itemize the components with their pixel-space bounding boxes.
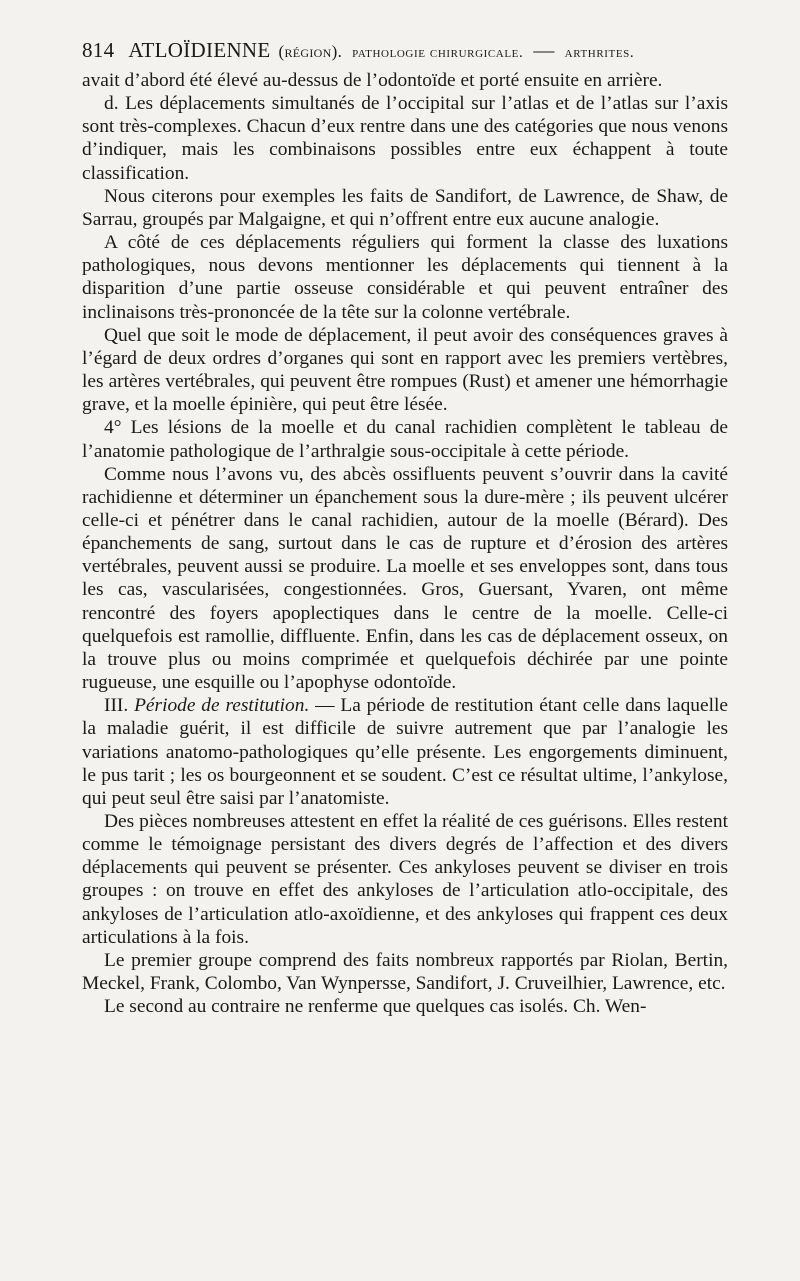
running-title: ATLOÏDIENNE bbox=[128, 38, 271, 62]
section-number: III. bbox=[104, 695, 129, 717]
running-region: (région). bbox=[278, 42, 343, 61]
section-text: — La période de restitution étant celle dans laquelle la maladie guérit, il est difficile de suivre autrement que par l’analogie les variations anatomo-pathologiques qu’elle présente. Les engorgements diminuent, le pus tarit ; les os bourgeonnent et se soudent. C’est ce résultat ultime, l’ankylose, qui peut seul être saisi par l’anatomiste. bbox=[82, 695, 728, 809]
paragraph: Nous citerons pour exemples les faits de Sandifort, de Lawrence, de Shaw, de Sarrau, groupés par Malgaigne, et qui n’offrent entre eux aucune analogie. bbox=[82, 185, 728, 230]
paragraph: Quel que soit le mode de déplacement, il peut avoir des conséquences graves à l’égard de deux ordres d’organes qui sont en rapport avec les premiers vertèbres, les artères vertébrales, qui peuvent être rompues (Rust) et amener une hémorrhagie grave, et la moelle épinière, qui peut être lésée. bbox=[82, 324, 728, 416]
running-section: pathologie chirurgicale. bbox=[352, 45, 524, 61]
paragraph: Le second au contraire ne renferme que quelques cas isolés. Ch. Wen- bbox=[104, 996, 647, 1018]
running-subsection: arthrites. bbox=[564, 45, 635, 61]
paragraph: A côté de ces déplacements réguliers qui forment la classe des luxations pathologiques, nous devons mentionner les déplacements qui tiennent à la disparition d’une partie osseuse considérable et qui peuvent entraîner des inclinaisons très-prononcée de la tête sur la colonne vertébrale. bbox=[82, 232, 728, 323]
paragraph: d. Les déplacements simultanés de l’occipital sur l’atlas et de l’atlas sur l’axis sont très-complexes. Chacun d’eux rentre dans une des catégories que nous venons d’indiquer, mais les combinaisons possibles entre eux échappent à toute classification. bbox=[82, 93, 728, 184]
paragraph: Le premier groupe comprend des faits nombreux rapportés par Riolan, Bertin, Meckel, Frank, Colombo, Van Wynpersse, Sandifort, J. Cruveilhier, Lawrence, etc. bbox=[82, 949, 728, 995]
running-dash: — bbox=[533, 38, 555, 62]
paragraph: Des pièces nombreuses attestent en effet la réalité de ces guérisons. Elles restent comme le témoignage persistant des divers degrés de l’affection et des divers déplacements qui peuvent se présenter. Ces ankyloses peuvent se diviser en trois groupes : on trouve en effet des ankyloses de l’articulation atlo-occipitale, des ankyloses de l’articulation atlo-axoïdienne, et des ankyloses qui frappent ces deux articulations à la fois. bbox=[82, 811, 728, 948]
paragraph: avait d’abord été élevé au-dessus de l’odontoïde et porté ensuite en arrière. bbox=[82, 70, 663, 91]
section-paragraph bbox=[82, 694, 728, 810]
running-head bbox=[82, 38, 728, 63]
paragraph: 4° Les lésions de la moelle et du canal rachidien complètent le tableau de l’anatomie pathologique de l’arthralgie sous-occipitale à cette période. bbox=[82, 417, 728, 462]
page-number: 814 bbox=[82, 38, 115, 62]
section-heading: Période de restitution. bbox=[134, 695, 310, 717]
body-text bbox=[82, 69, 728, 1018]
paragraph: Comme nous l’avons vu, des abcès ossifluents peuvent s’ouvrir dans la cavité rachidienne et déterminer un épanchement sous la dure-mère ; ils peuvent ulcérer celle-ci et pénétrer dans le canal rachidien, autour de la moelle (Bérard). Des épanchements de sang, surtout dans le cas de rupture et d’érosion des artères vertébrales, peuvent aussi se produire. La moelle et ses enveloppes sont, dans tous les cas, vascularisées, congestionnées. Gros, Guersant, Yvaren, ont même rencontré des foyers apoplectiques dans le centre de la moelle. Celle-ci quelquefois est ramollie, diffluente. Enfin, dans les cas de déplacement osseux, on la trouve plus ou moins comprimée et quelquefois déchirée par une pointe rugueuse, une esquille ou l’apophyse odontoïde. bbox=[82, 463, 728, 694]
